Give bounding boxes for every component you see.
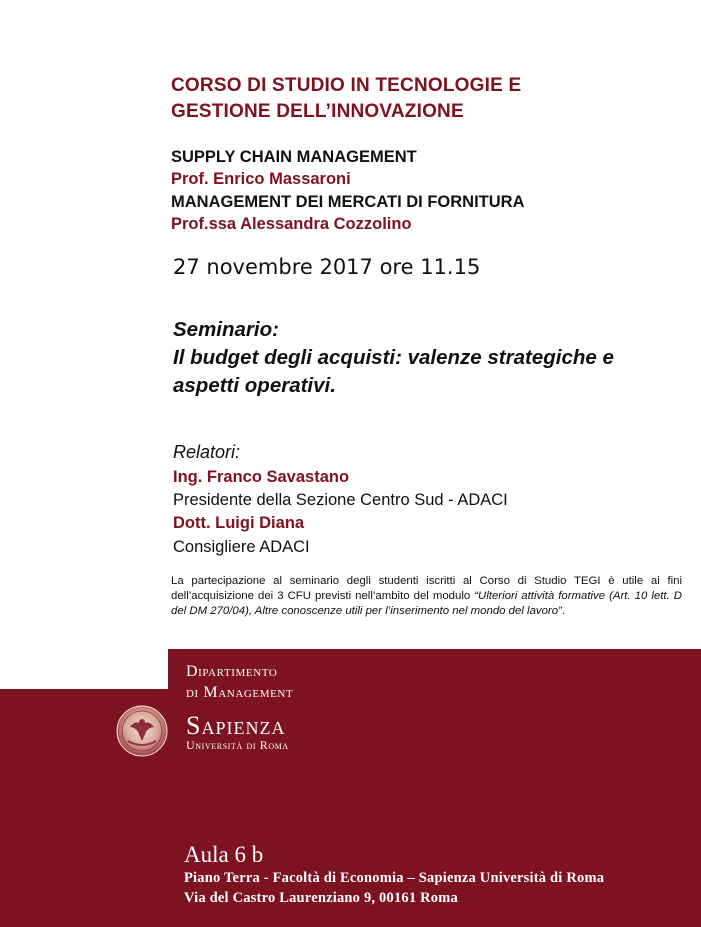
- speakers-label: Relatori:: [173, 442, 241, 462]
- speaker-role-1: Presidente della Sezione Centro Sud - ADACI: [173, 491, 508, 509]
- professor-name-1: Prof. Enrico Massaroni: [171, 170, 351, 188]
- seminar-title-line-1: Il budget degli acquisti: valenze strategiche e: [173, 346, 614, 369]
- department-name-line-2: di Management: [186, 684, 294, 701]
- note-italic-text: “Ulteriori attività formative (Art. 10 lett. D del DM 270/04), Altre conoscenze utili per l’inserimento nel mondo del lavoro”: [171, 590, 682, 617]
- speaker-name-1: Ing. Franco Savastano: [173, 468, 350, 486]
- sapienza-seal-icon: [116, 705, 168, 757]
- course-title-line-1: CORSO DI STUDIO IN TECNOLOGIE E: [171, 75, 522, 96]
- professor-name-2: Prof.ssa Alessandra Cozzolino: [171, 215, 412, 233]
- address-line: Via del Castro Laurenziano 9, 00161 Roma: [184, 890, 458, 906]
- note-text-end: .: [561, 605, 566, 617]
- course-title-line-2: GESTIONE DELL’INNOVAZIONE: [171, 101, 464, 122]
- seminar-block: [173, 316, 698, 400]
- event-date-time: 27 novembre 2017 ore 11.15: [173, 255, 481, 279]
- course-title: [171, 73, 691, 125]
- speaker-role-2: Consigliere ADACI: [173, 538, 310, 556]
- subject-name-2: MANAGEMENT DEI MERCATI DI FORNITURA: [171, 193, 525, 211]
- subject-name-1: SUPPLY CHAIN MANAGEMENT: [171, 148, 417, 166]
- university-name: Sapienza: [186, 711, 286, 740]
- room-name: Aula 6 b: [184, 842, 264, 867]
- seminar-label: Seminario:: [173, 318, 279, 341]
- university-subtitle: Università di Roma: [186, 738, 289, 752]
- seminar-title-line-2: aspetti operativi.: [173, 374, 336, 397]
- department-name-line-1: Dipartimento: [186, 663, 278, 680]
- note-text: La partecipazione al seminario degli studenti iscritti al Corso di Studio TEGI è utile ai fini dell’acquisizione dei 3 CFU previsti nell’ambito del modulo: [171, 575, 682, 602]
- participation-note: [171, 574, 682, 619]
- location-line: Piano Terra - Facoltà di Economia – Sapienza Università di Roma: [184, 870, 605, 886]
- speaker-name-2: Dott. Luigi Diana: [173, 514, 305, 532]
